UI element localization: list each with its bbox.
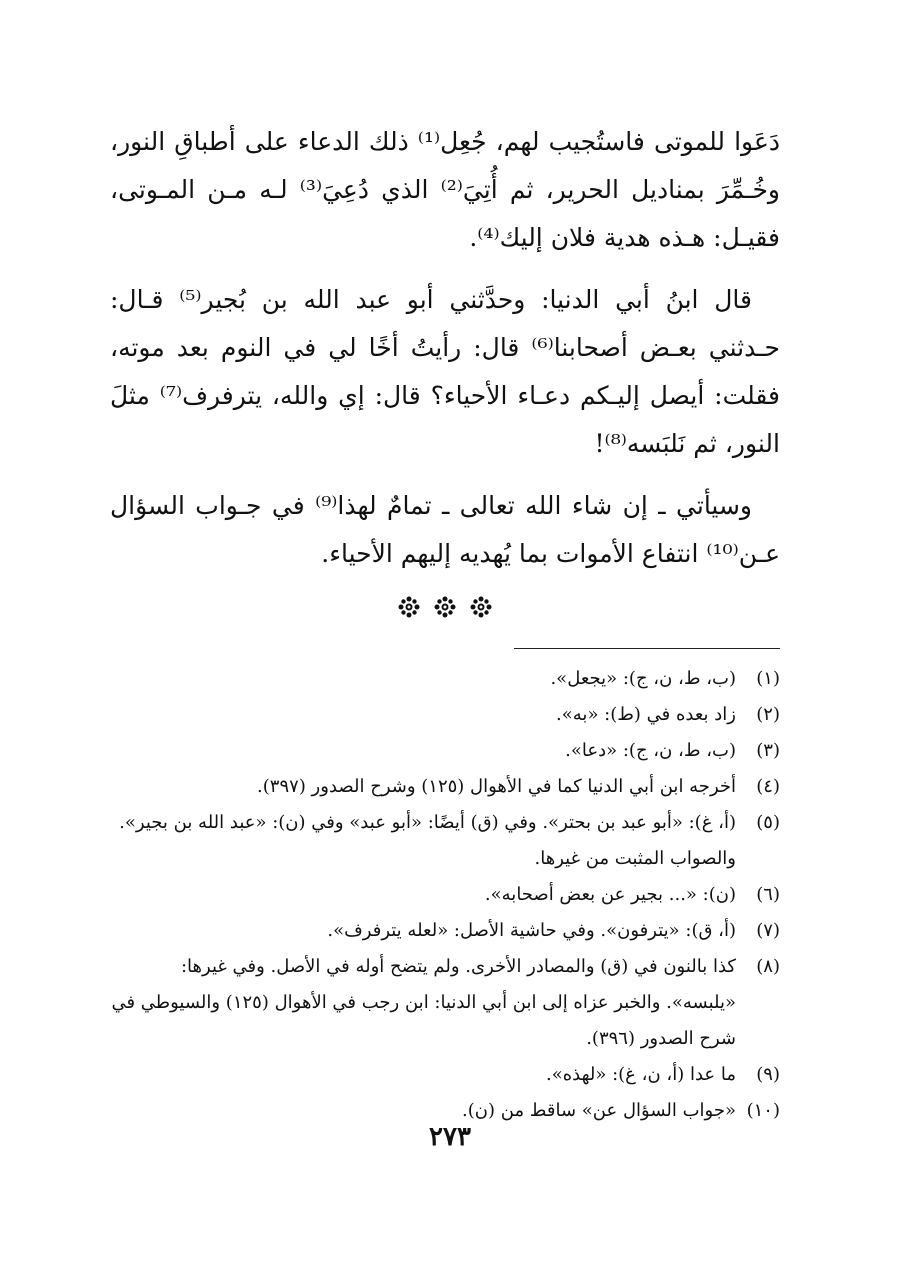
footnote-number: (٩): [756, 1064, 780, 1085]
paragraph-3: وسيأتي ـ إن شاء الله تعالى ـ تمامٌ لهذا⁽⁹⁾ في جـواب السؤال عـن⁽¹⁰⁾ انتفاع الأموات بما يُهديه إليهم الأحياء.: [110, 491, 780, 568]
footnote-number: (٨): [756, 956, 780, 977]
footnote-text: (أ، ق): «يترفون». وفي حاشية الأصل: «لعله يترفرف».: [327, 920, 736, 941]
footnote-number: (٧): [756, 920, 780, 941]
footnote-item: [110, 877, 780, 913]
footnotes: [110, 661, 780, 1129]
footnote-item: [110, 913, 780, 949]
flower-ornament-icon: [398, 596, 420, 618]
footnote-item: [110, 697, 780, 733]
footnote-number: (٢): [756, 704, 780, 725]
footnote-item: [110, 805, 780, 877]
main-text: [110, 118, 780, 578]
flower-ornament-icon: [470, 596, 492, 618]
footnote-item: [110, 733, 780, 769]
footnote-item: [110, 661, 780, 697]
footnote-number: (٥): [756, 812, 780, 833]
footnote-text: «جواب السؤال عن» ساقط من (ن).: [462, 1100, 736, 1121]
footnote-text: زاد بعده في (ط): «به».: [556, 704, 736, 725]
footnote-text: (ب، ط، ن، ج): «يجعل».: [550, 668, 736, 689]
footnote-text: (أ، غ): «أبو عبد بن بحتر». وفي (ق) أيضًا: «أبو عبد» وفي (ن): «عبد الله بن بجير». والصواب المثبت من غيرها.: [119, 812, 736, 869]
footnote-number: (٦): [756, 884, 780, 905]
section-divider-ornaments: [110, 596, 780, 618]
footnote-text: ما عدا (أ، ن، غ): «لهذه».: [545, 1064, 736, 1085]
footnote-item: [110, 949, 780, 1057]
footnote-number: (١٠): [746, 1100, 780, 1121]
paragraph-2: قال ابنُ أبي الدنيا: وحدَّثني أبو عبد الله بن بُجير⁽⁵⁾ قـال: حـدثني بعـض أصحابنا⁽⁶⁾ قال: رأيتُ أخًا لي في النوم بعد موته، فقلت: أيصل إليـكم دعـاء الأحياء؟ قال: إي والله، يترفرف⁽⁷⁾ مثلَ النور، ثم نَلبَسه⁽⁸⁾!: [110, 285, 780, 458]
page-body: [110, 118, 780, 1129]
footnote-text: (ن): «... بجير عن بعض أصحابه».: [484, 884, 736, 905]
flower-ornament-icon: [434, 596, 456, 618]
footnote-separator: [514, 648, 780, 649]
footnote-text: كذا بالنون في (ق) والمصادر الأخرى. ولم يتضح أوله في الأصل. وفي غيرها: «يلبسه». والخبر عزاه إلى ابن أبي الدنيا: ابن رجب في الأهوال (١٢٥) والسيوطي في شرح الصدور (٣٩٦).: [111, 956, 736, 1049]
footnote-text: أخرجه ابن أبي الدنيا كما في الأهوال (١٢٥) وشرح الصدور (٣٩٧).: [257, 776, 736, 797]
footnote-number: (٣): [756, 740, 780, 761]
footnote-text: (ب، ط، ن، ج): «دعا».: [565, 740, 736, 761]
footnote-number: (١): [756, 668, 780, 689]
footnote-item: [110, 769, 780, 805]
page-number: ٢٧٣: [429, 1122, 471, 1152]
footnote-number: (٤): [756, 776, 780, 797]
paragraph-1: دَعَوا للموتى فاستُجيب لهم، جُعِل⁽¹⁾ ذلك الدعاء على أطباقِ النور، وخُـمِّرَ بمناديل الحرير، ثم أُتِيَ⁽²⁾ الذي دُعِيَ⁽³⁾ لـه مـن المـوتى، فقيـل: هـذه هدية فلان إليك⁽⁴⁾.: [110, 127, 781, 252]
footnote-item: [110, 1057, 780, 1093]
